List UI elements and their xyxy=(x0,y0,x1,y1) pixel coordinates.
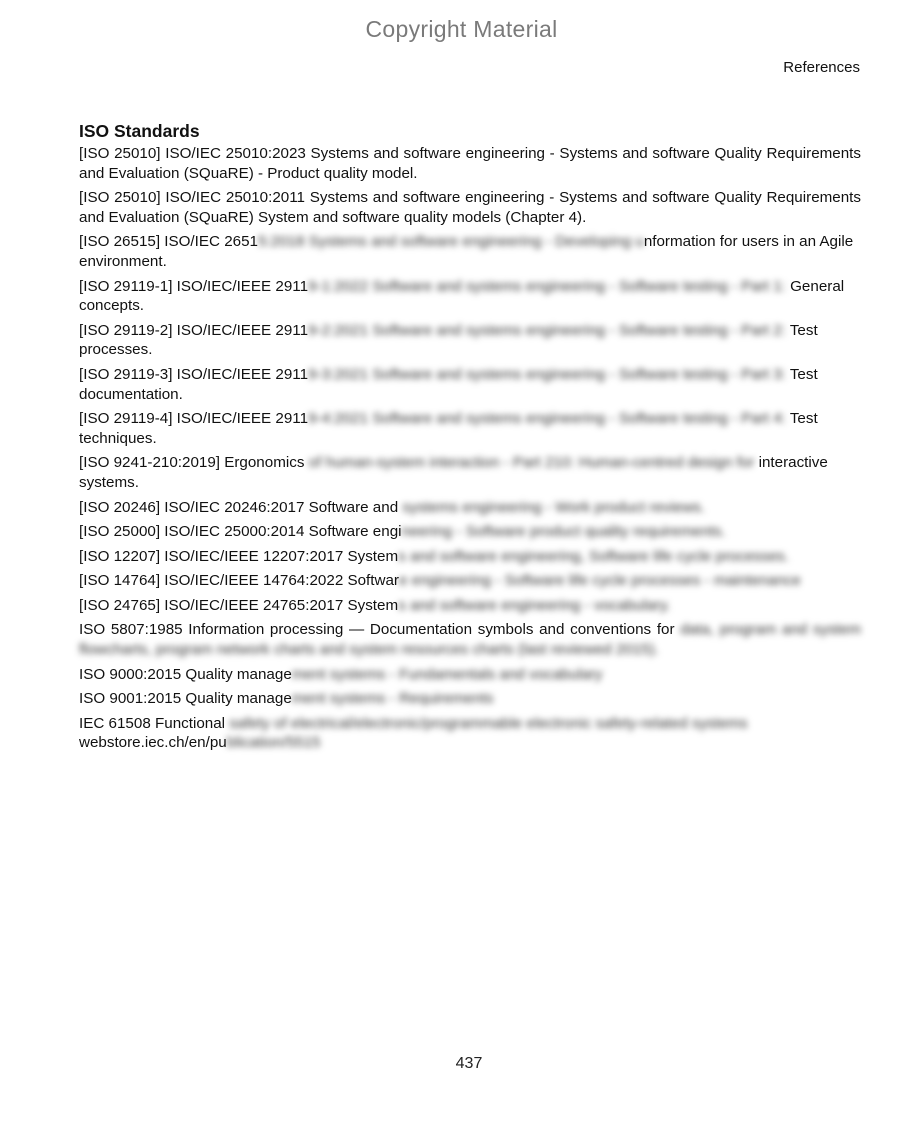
reference-text: ISO 9000:2015 Quality manage xyxy=(79,665,292,683)
reference-entry xyxy=(79,665,861,685)
reference-text-obscured: e engineering - Software life cycle processes - maintenance xyxy=(398,572,801,590)
reference-text-obscured: s and software engineering, Software life cycle processes. xyxy=(398,547,789,565)
reference-text-obscured: ment systems - Fundamentals and vocabulary xyxy=(291,665,603,683)
reference-text: [ISO 25010] ISO/IEC 25010:2011 Systems and software engineering - Systems and software Quality Requirements and Evaluation (SQuaRE) System and software quality models (Chapter 4). xyxy=(79,189,861,226)
reference-text: [ISO 29119-3] ISO/IEC/IEEE 2911 xyxy=(79,365,309,383)
reference-text-obscured: 9-4:2021 Software and systems engineering - Software testing - Part 4: xyxy=(308,410,786,428)
reference-text: [ISO 26515] ISO/IEC 2651 xyxy=(79,233,258,251)
reference-entry xyxy=(79,321,861,360)
reference-text-tail: Test processes. xyxy=(79,321,818,359)
reference-text: [ISO 20246] ISO/IEC 20246:2017 Software and xyxy=(79,498,399,516)
reference-text: IEC 61508 Functional xyxy=(79,714,226,732)
reference-text-obscured: 9-1:2022 Software and systems engineering - Software testing - Part 1: xyxy=(308,277,786,295)
reference-entry xyxy=(79,547,861,567)
reference-text-obscured: 5:2018 Systems and software engineering - Developing u xyxy=(257,233,644,251)
reference-entry xyxy=(79,277,861,316)
reference-url-obscured: blication/5515 xyxy=(226,734,321,752)
reference-list xyxy=(79,144,861,753)
reference-text: [ISO 25000] ISO/IEC 25000:2014 Software engi xyxy=(79,523,402,541)
reference-text: [ISO 25010] ISO/IEC 25010:2023 Systems and software engineering - Systems and software Quality Requirements and Evaluation (SQuaRE) - Product quality model. xyxy=(79,145,861,182)
reference-entry xyxy=(79,409,861,448)
reference-entry xyxy=(79,596,861,616)
reference-text: [ISO 12207] ISO/IEC/IEEE 12207:2017 System xyxy=(79,547,399,565)
reference-text: [ISO 9241-210:2019] Ergonomics xyxy=(79,454,305,472)
reference-text: [ISO 29119-2] ISO/IEC/IEEE 2911 xyxy=(79,321,309,339)
reference-entry xyxy=(79,188,861,227)
reference-text-obscured: systems engineering - Work product reviews. xyxy=(398,498,706,516)
reference-entry xyxy=(79,571,861,591)
reference-text-tail: nformation for users in an Agile environment. xyxy=(79,233,854,270)
reference-entry xyxy=(79,232,861,271)
reference-entry xyxy=(79,144,861,183)
reference-text-obscured: data, program and system flowcharts, program network charts and system resources charts (last reviewed 2015). xyxy=(79,621,861,659)
section-title: ISO Standards xyxy=(79,121,200,141)
reference-text: [ISO 14764] ISO/IEC/IEEE 14764:2022 Softwar xyxy=(79,572,399,590)
copyright-watermark: Copyright Material xyxy=(365,16,558,42)
reference-url: webstore.iec.ch/en/pu xyxy=(79,734,227,752)
reference-entry xyxy=(79,453,861,492)
references-section xyxy=(79,121,861,758)
reference-entry xyxy=(79,689,861,709)
reference-text-tail: Test documentation. xyxy=(79,365,818,403)
reference-entry xyxy=(79,498,861,518)
reference-text-obscured: 9-3:2021 Software and systems engineering - Software testing - Part 3: xyxy=(308,365,786,383)
reference-text-obscured: neering - Software product quality requirements. xyxy=(401,523,726,541)
reference-text-obscured: 9-2:2021 Software and systems engineering - Software testing - Part 2: xyxy=(308,321,786,339)
reference-text-obscured: s and software engineering - vocabulary. xyxy=(398,596,671,614)
reference-text-obscured: of human-system interaction - Part 210: Human-centred design for xyxy=(304,454,755,472)
reference-text-tail: interactive systems. xyxy=(79,454,828,491)
reference-text: ISO 5807:1985 Information processing — Documentation symbols and conventions for xyxy=(79,621,675,639)
reference-entry xyxy=(79,365,861,404)
reference-text: [ISO 29119-4] ISO/IEC/IEEE 2911 xyxy=(79,410,309,428)
reference-text: ISO 9001:2015 Quality manage xyxy=(79,690,292,708)
reference-text-obscured: safety of electrical/electronic/programmable electronic safety-related systems xyxy=(225,714,748,732)
reference-text-tail: General concepts. xyxy=(79,277,845,315)
page-number: 437 xyxy=(455,1055,483,1072)
reference-entry xyxy=(79,714,861,753)
reference-text: [ISO 29119-1] ISO/IEC/IEEE 2911 xyxy=(79,277,309,295)
reference-entry xyxy=(79,522,861,542)
reference-text: [ISO 24765] ISO/IEC/IEEE 24765:2017 System xyxy=(79,596,399,614)
reference-text-tail: Test techniques. xyxy=(79,410,818,447)
running-head: References xyxy=(783,59,860,76)
reference-text-obscured: ment systems - Requirements xyxy=(291,690,494,708)
reference-entry xyxy=(79,620,861,659)
